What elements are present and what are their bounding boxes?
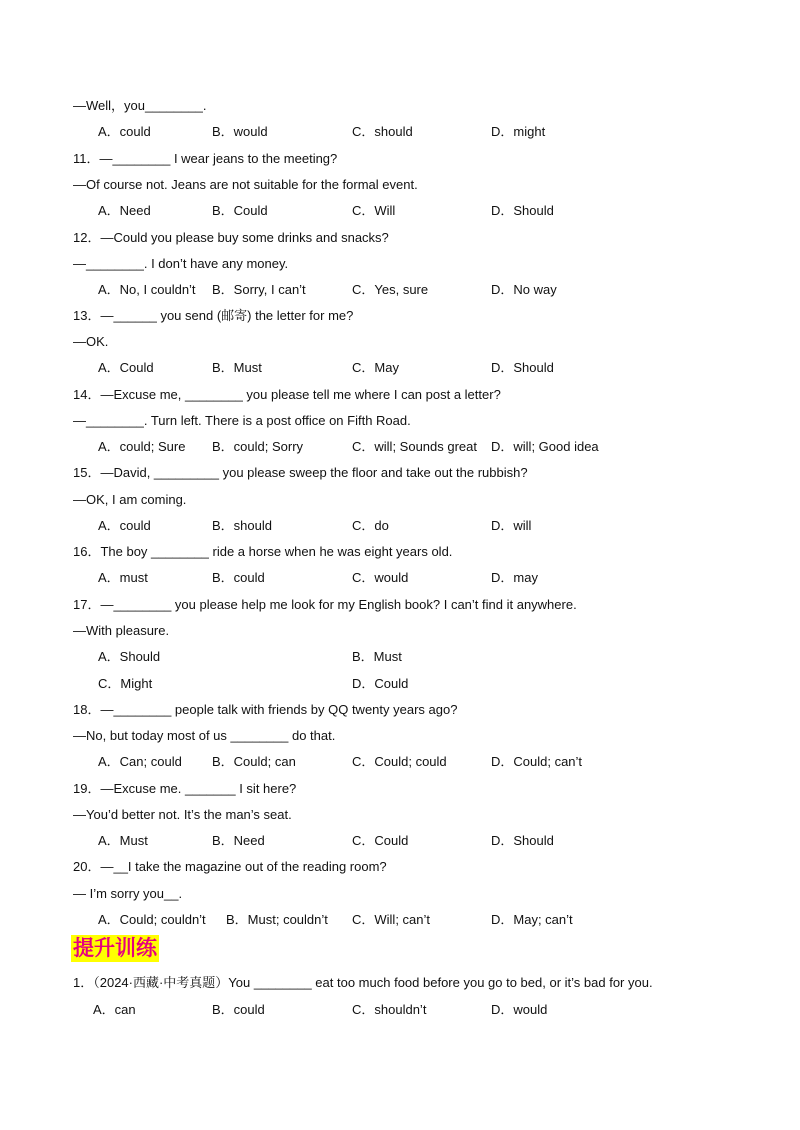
option-d: D．Should [491,360,554,375]
option-c: C．Could [352,833,409,848]
option-d: D．would [491,1002,548,1017]
option-c: C．Will [352,203,396,218]
option-c: C．Will; can’t [352,912,431,927]
option-a: A．Could [98,360,154,375]
question-11: 11．—________ I wear jeans to the meeting? [73,151,338,166]
question-17: 17．—________ you please help me look for my English book? I can’t find it anywhere. [73,597,577,612]
option-b: B．Could; can [212,754,296,769]
option-d: D．May; can’t [491,912,573,927]
question-19: 19．—Excuse me. _______ I sit here? [73,781,297,796]
answer-line: — I’m sorry you__. [73,886,183,901]
option-a: A．must [98,570,148,585]
option-c: C．Yes, sure [352,282,429,297]
option-c: C．Could; could [352,754,447,769]
option-b: B．Could [212,203,268,218]
options-row [98,833,738,849]
options-row [98,754,738,770]
option-c: C．should [352,124,413,139]
answer-line: —No, but today most of us ________ do that. [73,728,336,743]
option-c: C．May [352,360,399,375]
option-a: A．could [98,124,151,139]
answer-line: —Well，you________. [73,98,207,113]
option-d: D．may [491,570,538,585]
answer-line: —OK. [73,334,109,349]
options-row [93,1002,738,1018]
options-row [98,124,738,140]
options-row [98,649,738,665]
option-b: B．Sorry, I can’t [212,282,306,297]
option-a: A．Need [98,203,151,218]
option-c: C．would [352,570,409,585]
question-18: 18．—________ people talk with friends by QQ twenty years ago? [73,702,458,717]
option-b: B．Must [352,649,402,664]
options-row [98,360,738,376]
option-d: D．No way [491,282,557,297]
option-d: D．will; Good idea [491,439,599,454]
section-title: 提升训练 [73,936,157,960]
question-14: 14．—Excuse me, ________ you please tell me where I can post a letter? [73,387,501,402]
option-a: A．could [98,518,151,533]
option-b: B．would [212,124,268,139]
option-b: B．should [212,518,272,533]
answer-line: —Of course not. Jeans are not suitable for the formal event. [73,177,418,192]
option-a: A．Could; couldn’t [98,912,206,927]
option-d: D．Should [491,833,554,848]
option-a: A．Should [98,649,161,664]
option-b: B．could [212,1002,265,1017]
option-d: D．Could; can’t [491,754,583,769]
option-d: D．will [491,518,532,533]
option-b: B．could [212,570,265,585]
option-d: D．might [491,124,546,139]
answer-line: —You’d better not. It’s the man’s seat. [73,807,292,822]
options-row [98,203,738,219]
option-b: B．Must; couldn’t [226,912,328,927]
option-a: A．can [93,1002,136,1017]
option-a: A．Must [98,833,148,848]
question-1: 1．（2024·西藏·中考真题）You ________ eat too much food before you go to bed, or it’s bad for you. [73,975,653,990]
question-16: 16．The boy ________ ride a horse when he was eight years old. [73,544,453,559]
answer-line: —________. I don’t have any money. [73,256,289,271]
option-c: C．Might [98,676,153,691]
option-c: C．do [352,518,389,533]
question-15: 15．—David, _________ you please sweep the floor and take out the rubbish? [73,465,528,480]
option-a: A．Can; could [98,754,182,769]
option-d: D．Could [352,676,409,691]
option-c: C．will; Sounds great [352,439,477,454]
options-row [98,912,738,928]
option-a: A．No, I couldn’t [98,282,196,297]
option-b: B．Need [212,833,265,848]
options-row [98,518,738,534]
answer-line: —With pleasure. [73,623,170,638]
answer-line: —OK, I am coming. [73,492,187,507]
question-13: 13．—______ you send (邮寄) the letter for me? [73,308,354,323]
options-row [98,570,738,586]
option-d: D．Should [491,203,554,218]
answer-line: —________. Turn left. There is a post office on Fifth Road. [73,413,411,428]
question-20: 20．—__I take the magazine out of the reading room? [73,859,387,874]
options-row [98,439,738,455]
question-12: 12．—Could you please buy some drinks and snacks? [73,230,389,245]
option-b: B．Must [212,360,262,375]
option-c: C．shouldn’t [352,1002,427,1017]
option-b: B．could; Sorry [212,439,304,454]
options-row [98,676,738,692]
option-a: A．could; Sure [98,439,186,454]
options-row [98,282,738,298]
